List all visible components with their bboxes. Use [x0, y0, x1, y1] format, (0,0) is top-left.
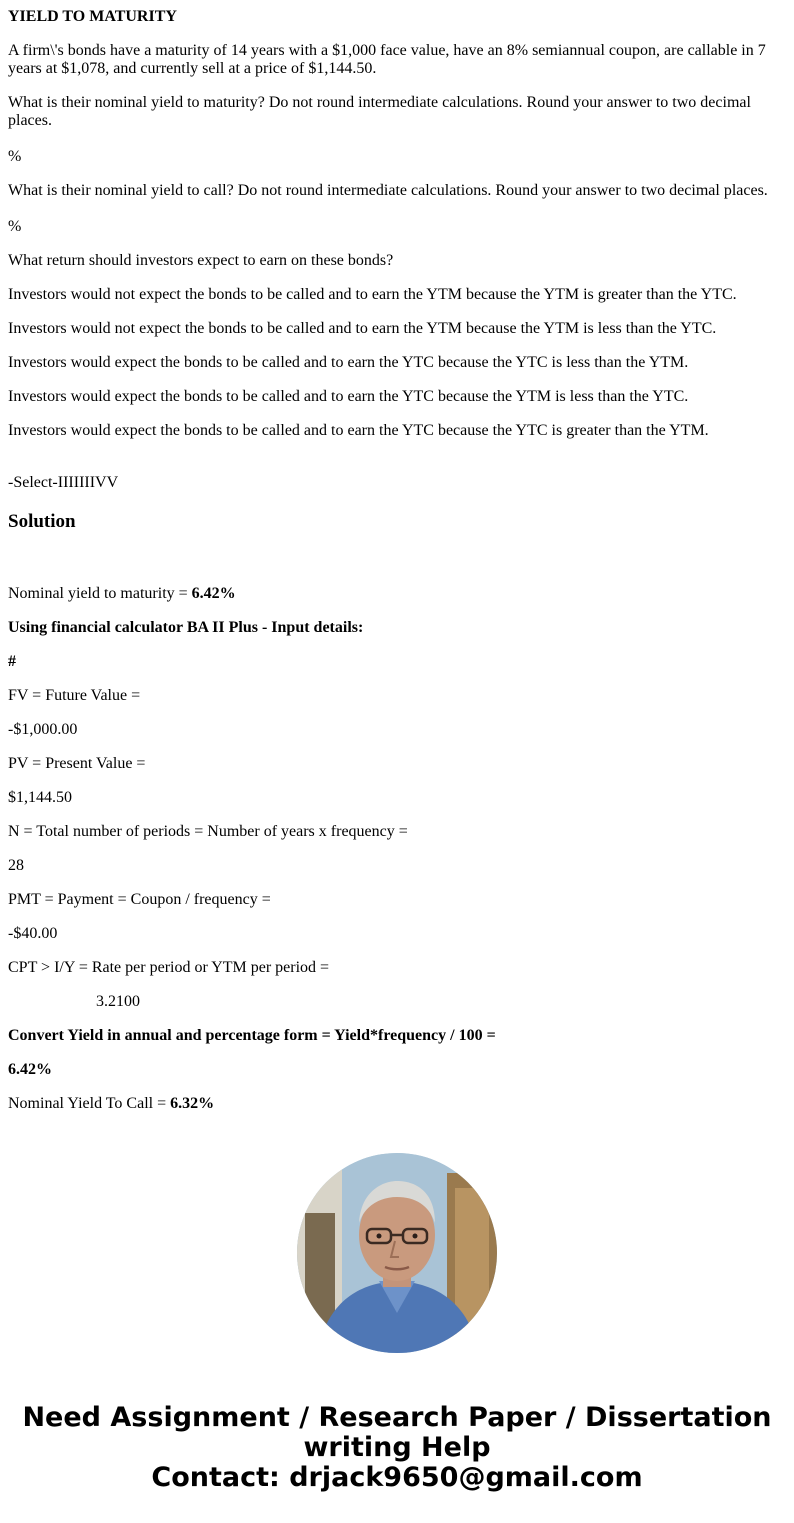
option-1: Investors would not expect the bonds to be called and to earn the YTM because the YTM is greater than the YTC. — [8, 286, 737, 303]
option-3: Investors would expect the bonds to be called and to earn the YTC because the YTC is less than the YTM. — [8, 354, 689, 371]
contact-banner — [0, 1403, 794, 1493]
ytm-result-value: 6.42% — [191, 585, 236, 602]
convert-label: Convert Yield in annual and percentage form = Yield*frequency / 100 = — [8, 1027, 496, 1044]
select-dropdown[interactable]: -Select-IIIIIIIVV — [8, 474, 119, 491]
hash-marker: # — [8, 653, 16, 670]
author-portrait-image — [297, 1153, 497, 1353]
question-ytm: What is their nominal yield to maturity? Do not round intermediate calculations. Round your answer to two decimal places. — [8, 94, 755, 129]
question-title: YIELD TO MATURITY — [8, 8, 177, 25]
pv-value: $1,144.50 — [8, 789, 72, 806]
convert-value: 6.42% — [8, 1061, 52, 1078]
n-label: N = Total number of periods = Number of years x frequency = — [8, 823, 408, 840]
option-5: Investors would expect the bonds to be called and to earn the YTC because the YTC is greater than the YTM. — [8, 422, 709, 439]
iy-value: 3.2100 — [96, 993, 140, 1010]
banner-contact-line: Contact: drjack9650@gmail.com — [151, 1462, 643, 1493]
pv-label: PV = Present Value = — [8, 755, 146, 772]
ytc-result-value: 6.32% — [170, 1095, 215, 1112]
question-return: What return should investors expect to earn on these bonds? — [8, 252, 394, 269]
pmt-label: PMT = Payment = Coupon / frequency = — [8, 891, 271, 908]
option-2: Investors would not expect the bonds to be called and to earn the YTM because the YTM is less than the YTC. — [8, 320, 717, 337]
ytm-answer-unit: % — [8, 148, 22, 165]
ytc-result — [8, 1095, 214, 1113]
question-ytc: What is their nominal yield to call? Do not round intermediate calculations. Round your answer to two decimal places. — [8, 182, 768, 199]
solution-heading: Solution — [8, 511, 76, 532]
pmt-value: -$40.00 — [8, 925, 58, 942]
calculator-heading: Using financial calculator BA II Plus - Input details: — [8, 619, 364, 636]
fv-value: -$1,000.00 — [8, 721, 78, 738]
ytm-result-label: Nominal yield to maturity = — [8, 585, 192, 602]
banner-line-2: writing Help — [303, 1432, 491, 1463]
banner-line-1: Need Assignment / Research Paper / Dissertation — [22, 1402, 772, 1433]
fv-label: FV = Future Value = — [8, 687, 141, 704]
author-avatar — [297, 1153, 497, 1353]
ytc-answer-unit: % — [8, 218, 22, 235]
option-4: Investors would expect the bonds to be called and to earn the YTC because the YTM is less than the YTC. — [8, 388, 689, 405]
question-intro: A firm\'s bonds have a maturity of 14 years with a $1,000 face value, have an 8% semiannual coupon, are callable in 7 years at $1,078, and currently sell at a price of $1,144.50. — [8, 42, 770, 77]
ytc-result-label: Nominal Yield To Call = — [8, 1095, 171, 1112]
n-value: 28 — [8, 857, 24, 874]
ytm-result — [8, 585, 236, 603]
iy-label: CPT > I/Y = Rate per period or YTM per period = — [8, 959, 330, 976]
